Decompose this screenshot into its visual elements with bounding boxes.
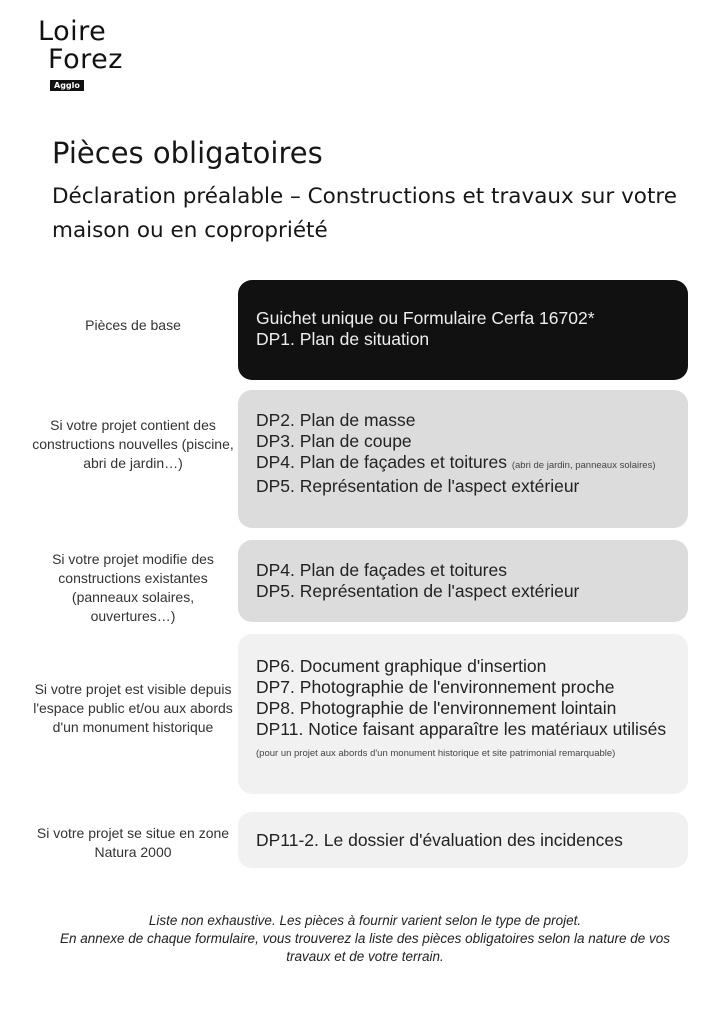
section-box-base (238, 280, 688, 380)
list-item: DP5. Représentation de l'aspect extérieur (256, 476, 580, 496)
item-text: DP11. Notice faisant apparaître les matériaux utilisés (256, 719, 667, 739)
footer-note (40, 912, 690, 966)
list-item (256, 719, 674, 764)
list-item: DP2. Plan de masse (256, 410, 416, 430)
section-box-existing-constructions (238, 540, 688, 622)
section-box-new-constructions (238, 390, 688, 528)
list-item: DP5. Représentation de l'aspect extérieur (256, 581, 580, 601)
section-label-natura-2000: Si votre projet se situe en zone Natura 2000 (36, 825, 230, 860)
section-label-new-constructions: Si votre projet contient des constructions nouvelles (piscine, abri de jardin…) (32, 417, 234, 471)
list-item: DP3. Plan de coupe (256, 431, 412, 451)
section-label-base: Pièces de base (85, 317, 181, 333)
logo-tag: Agglo (50, 80, 84, 91)
list-item: DP4. Plan de façades et toitures (256, 560, 507, 580)
list-item: DP6. Document graphique d'insertion (256, 656, 547, 676)
section-box-visible-monument (238, 634, 688, 794)
section-box-natura-2000 (238, 812, 688, 868)
logo (38, 18, 168, 98)
item-note: (abri de jardin, panneaux solaires) (511, 460, 656, 471)
list-item: DP11-2. Le dossier d'évaluation des incidences (256, 830, 623, 850)
section-label-existing-constructions: Si votre projet modifie des constructions existantes (panneaux solaires, ouvertures…) (52, 551, 214, 624)
footer-line2: En annexe de chaque formulaire, vous trouverez la liste des pièces obligatoires selon la nature de vos travaux et de votre terrain. (59, 931, 671, 964)
logo-line1: Loire (38, 16, 107, 47)
page-title: Pièces obligatoires (52, 136, 323, 170)
section-label-visible-monument: Si votre projet est visible depuis l'espace public et/ou aux abords d'un monument historique (33, 681, 233, 735)
item-note: (pour un projet aux abords d'un monument historique et site patrimonial remarquable) (256, 748, 616, 759)
logo-line2: Forez (48, 44, 123, 75)
footer-line1: Liste non exhaustive. Les pièces à fournir varient selon le type de projet. (148, 913, 582, 928)
list-item: Guichet unique ou Formulaire Cerfa 16702* (256, 308, 595, 328)
list-item: DP7. Photographie de l'environnement proche (256, 677, 615, 697)
page-subtitle: Déclaration préalable – Constructions et travaux sur votre maison ou en copropriété (52, 184, 677, 243)
item-text: DP4. Plan de façades et toitures (256, 452, 507, 472)
list-item: DP8. Photographie de l'environnement lointain (256, 698, 617, 718)
list-item: DP1. Plan de situation (256, 329, 430, 349)
list-item (256, 452, 674, 476)
